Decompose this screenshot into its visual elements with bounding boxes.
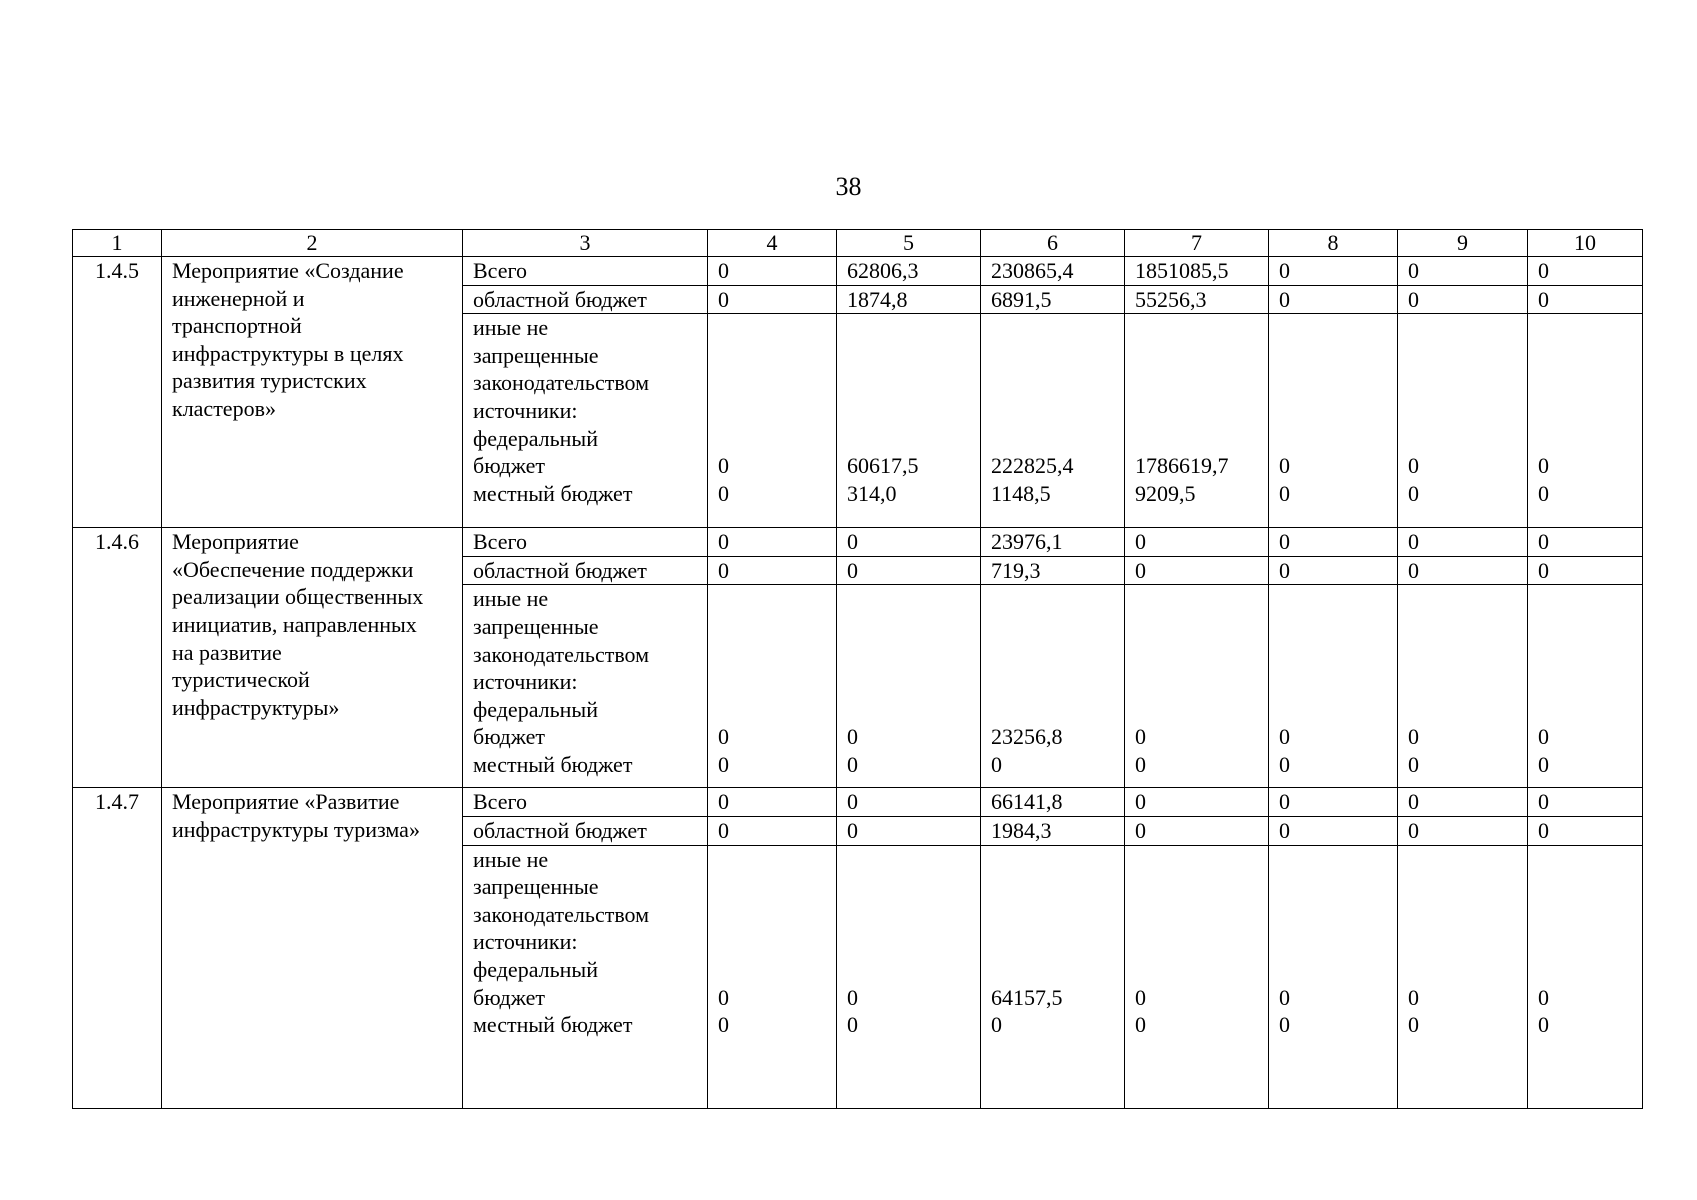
value-cell: 0	[1125, 788, 1269, 817]
local-value: 0	[1135, 751, 1146, 777]
spacer	[1538, 369, 1632, 397]
value-cell: 62806,3	[837, 257, 981, 286]
local-value: 0	[847, 1012, 858, 1038]
value-cell-pair	[837, 585, 981, 788]
value-cell-pair	[1125, 845, 1269, 1108]
value-cell: 0	[1125, 528, 1269, 557]
value-cell: 1874,8	[837, 285, 981, 314]
spacer	[847, 585, 970, 613]
value-cell: 0	[1398, 285, 1528, 314]
federal-value: 0	[718, 984, 729, 1010]
local-value: 0	[1538, 480, 1549, 506]
spacer	[1408, 585, 1517, 613]
source-label-line: законодательством	[473, 901, 650, 927]
spacer	[1135, 342, 1258, 370]
local-value: 0	[718, 751, 729, 777]
federal-value: 0	[847, 984, 858, 1010]
value-cell: 0	[837, 556, 981, 585]
spacer	[847, 342, 970, 370]
activity-name-line: «Обеспечение поддержки	[172, 556, 414, 582]
spacer	[847, 369, 970, 397]
spacer	[1408, 901, 1517, 929]
federal-value: 0	[718, 453, 729, 479]
header-row	[73, 230, 1643, 257]
federal-value: 1786619,7	[1135, 453, 1229, 479]
spacer	[847, 314, 970, 342]
spacer	[1408, 425, 1517, 453]
federal-value: 0	[1279, 724, 1290, 750]
spacer	[1279, 956, 1387, 984]
spacer	[1538, 613, 1632, 641]
value-cell-pair	[708, 585, 837, 788]
value-cell: 0	[1269, 788, 1398, 817]
spacer	[991, 585, 1114, 613]
spacer	[991, 696, 1114, 724]
value-cell-pair	[1398, 845, 1528, 1108]
spacer	[847, 668, 970, 696]
local-value: 0	[1279, 751, 1290, 777]
spacer	[1408, 342, 1517, 370]
value-cell: 0	[837, 816, 981, 845]
local-value: 0	[847, 751, 858, 777]
local-value: 0	[1538, 1012, 1549, 1038]
value-cell: 1851085,5	[1125, 257, 1269, 286]
value-cell: 0	[1528, 528, 1643, 557]
local-value: 0	[991, 1012, 1002, 1038]
value-cell: 0	[1528, 556, 1643, 585]
spacer	[1279, 668, 1387, 696]
spacer	[1408, 928, 1517, 956]
source-label-other	[463, 585, 708, 788]
federal-value: 0	[1408, 724, 1419, 750]
column-header: 4	[708, 230, 837, 257]
spacer	[1135, 613, 1258, 641]
spacer	[991, 873, 1114, 901]
table-row	[73, 528, 1643, 557]
activity-name-line: кластеров»	[172, 395, 276, 421]
value-cell: 0	[1269, 528, 1398, 557]
spacer	[1408, 641, 1517, 669]
spacer	[847, 928, 970, 956]
value-cell-pair	[981, 585, 1125, 788]
value-cell: 0	[1398, 257, 1528, 286]
source-label-other	[463, 314, 708, 528]
activity-name-line: Мероприятие «Создание	[172, 258, 404, 283]
local-value: 0	[1408, 1012, 1419, 1038]
source-label-line: законодательством	[473, 641, 650, 667]
source-label-line: федеральный	[473, 956, 598, 982]
local-value: 0	[718, 480, 729, 506]
spacer	[847, 696, 970, 724]
source-label-local: местный бюджет	[473, 480, 633, 506]
spacer	[1279, 585, 1387, 613]
value-cell-pair	[837, 845, 981, 1108]
local-value: 0	[1279, 480, 1290, 506]
local-value: 9209,5	[1135, 480, 1196, 506]
value-cell-pair	[1125, 585, 1269, 788]
value-cell-pair	[981, 314, 1125, 528]
value-cell: 230865,4	[981, 257, 1125, 286]
source-label-line: источники:	[473, 397, 578, 423]
spacer	[847, 873, 970, 901]
value-cell: 0	[1528, 788, 1643, 817]
spacer	[1538, 668, 1632, 696]
value-cell: 0	[708, 528, 837, 557]
spacer	[1135, 696, 1258, 724]
column-header: 1	[73, 230, 162, 257]
value-cell-pair	[708, 845, 837, 1108]
source-label-other	[463, 845, 708, 1108]
activity-name-line: реализации общественных	[172, 584, 424, 610]
activity-name-line: на развитие	[172, 639, 282, 665]
spacer	[1538, 641, 1632, 669]
spacer	[1279, 901, 1387, 929]
value-cell-pair	[1398, 585, 1528, 788]
column-header: 7	[1125, 230, 1269, 257]
federal-value: 0	[1135, 984, 1146, 1010]
spacer	[1538, 696, 1632, 724]
spacer	[1135, 901, 1258, 929]
spacer	[1538, 928, 1632, 956]
spacer	[991, 613, 1114, 641]
value-cell: 1984,3	[981, 816, 1125, 845]
activity-name-line: туристической	[172, 667, 310, 693]
spacer	[991, 846, 1114, 874]
spacer	[1538, 901, 1632, 929]
spacer	[1279, 425, 1387, 453]
source-label-line: иные не	[473, 586, 549, 612]
spacer	[1279, 928, 1387, 956]
spacer	[1538, 956, 1632, 984]
spacer	[1279, 342, 1387, 370]
value-cell-pair	[837, 314, 981, 528]
column-header: 6	[981, 230, 1125, 257]
page-number: 38	[835, 172, 862, 201]
spacer	[718, 668, 826, 696]
activity-name-line: инфраструктуры в целях	[172, 340, 404, 366]
activity-name-line: инфраструктуры»	[172, 694, 340, 720]
spacer	[718, 425, 826, 453]
value-cell-pair	[1528, 314, 1643, 528]
spacer	[1538, 425, 1632, 453]
spacer	[1408, 369, 1517, 397]
spacer	[718, 585, 826, 613]
spacer	[1279, 846, 1387, 874]
value-cell: 23976,1	[981, 528, 1125, 557]
table-row	[73, 257, 1643, 286]
activity-code: 1.4.5	[73, 257, 162, 528]
federal-value: 0	[1279, 984, 1290, 1010]
budget-table	[72, 229, 1643, 1109]
source-label-line: источники:	[473, 669, 578, 695]
spacer	[1135, 369, 1258, 397]
source-label-line: бюджет	[473, 984, 545, 1010]
spacer	[847, 425, 970, 453]
source-label-local: местный бюджет	[473, 1012, 633, 1038]
spacer	[1538, 846, 1632, 874]
federal-value: 0	[1408, 453, 1419, 479]
value-cell: 0	[1269, 556, 1398, 585]
spacer	[1538, 314, 1632, 342]
spacer	[991, 369, 1114, 397]
spacer	[1408, 613, 1517, 641]
value-cell: 0	[708, 788, 837, 817]
activity-name-line: инженерной и	[172, 285, 305, 311]
spacer	[718, 613, 826, 641]
federal-value: 0	[1135, 724, 1146, 750]
source-label-line: законодательством	[473, 370, 650, 396]
value-cell: 719,3	[981, 556, 1125, 585]
value-cell: 0	[1398, 556, 1528, 585]
column-header: 5	[837, 230, 981, 257]
spacer	[1408, 956, 1517, 984]
spacer	[1135, 314, 1258, 342]
federal-value: 222825,4	[991, 453, 1074, 479]
value-cell: 6891,5	[981, 285, 1125, 314]
spacer	[991, 425, 1114, 453]
value-cell: 0	[1269, 257, 1398, 286]
local-value: 1148,5	[991, 480, 1051, 506]
spacer	[847, 901, 970, 929]
spacer	[718, 956, 826, 984]
value-cell: 0	[1398, 816, 1528, 845]
federal-value: 0	[1538, 724, 1549, 750]
spacer	[991, 928, 1114, 956]
local-value: 0	[1538, 751, 1549, 777]
local-value: 0	[1135, 1012, 1146, 1038]
activity-name-line: Мероприятие	[172, 529, 299, 555]
spacer	[1279, 696, 1387, 724]
spacer	[1135, 873, 1258, 901]
spacer	[718, 369, 826, 397]
federal-value: 60617,5	[847, 453, 919, 479]
spacer	[847, 956, 970, 984]
value-cell: 0	[837, 788, 981, 817]
column-header: 8	[1269, 230, 1398, 257]
activity-name-line: транспортной	[172, 313, 302, 339]
spacer	[1408, 846, 1517, 874]
source-label-line: бюджет	[473, 453, 545, 479]
spacer	[718, 397, 826, 425]
source-label-regional: областной бюджет	[463, 556, 708, 585]
spacer	[1408, 314, 1517, 342]
local-value: 0	[718, 1012, 729, 1038]
activity-name	[162, 528, 463, 788]
activity-name	[162, 788, 463, 1108]
spacer	[718, 873, 826, 901]
source-label-line: иные не	[473, 846, 549, 872]
federal-value: 64157,5	[991, 984, 1063, 1010]
table-row	[73, 788, 1643, 817]
spacer	[991, 314, 1114, 342]
federal-value: 0	[1408, 984, 1419, 1010]
spacer	[718, 901, 826, 929]
value-cell: 66141,8	[981, 788, 1125, 817]
spacer	[1408, 397, 1517, 425]
value-cell: 0	[1269, 285, 1398, 314]
federal-value: 0	[718, 724, 729, 750]
spacer	[847, 846, 970, 874]
source-label-local: местный бюджет	[473, 751, 633, 777]
spacer	[991, 397, 1114, 425]
spacer	[1135, 956, 1258, 984]
source-label-regional: областной бюджет	[463, 816, 708, 845]
activity-name-line: развития туристских	[172, 368, 367, 394]
value-cell: 0	[1528, 257, 1643, 286]
spacer	[847, 397, 970, 425]
spacer	[991, 668, 1114, 696]
spacer	[991, 901, 1114, 929]
federal-value: 0	[1538, 984, 1549, 1010]
local-value: 0	[1408, 751, 1419, 777]
spacer	[847, 613, 970, 641]
spacer	[1135, 641, 1258, 669]
spacer	[1538, 342, 1632, 370]
spacer	[1408, 668, 1517, 696]
local-value: 0	[1279, 1012, 1290, 1038]
source-label-line: запрещенные	[473, 613, 599, 639]
spacer	[1279, 873, 1387, 901]
activity-code: 1.4.6	[73, 528, 162, 788]
spacer	[1538, 873, 1632, 901]
source-label-line: бюджет	[473, 724, 545, 750]
spacer	[847, 641, 970, 669]
value-cell-pair	[1528, 845, 1643, 1108]
column-header: 2	[162, 230, 463, 257]
source-label-line: запрещенные	[473, 342, 599, 368]
spacer	[1135, 928, 1258, 956]
spacer	[1279, 314, 1387, 342]
source-label-line: запрещенные	[473, 874, 599, 900]
value-cell: 0	[1125, 556, 1269, 585]
source-label-line: федеральный	[473, 696, 598, 722]
spacer	[1135, 397, 1258, 425]
spacer	[991, 342, 1114, 370]
spacer	[1135, 425, 1258, 453]
value-cell: 0	[1398, 788, 1528, 817]
table-body	[73, 230, 1643, 1109]
value-cell: 0	[1125, 816, 1269, 845]
local-value: 0	[1408, 480, 1419, 506]
value-cell: 0	[708, 257, 837, 286]
value-cell-pair	[1528, 585, 1643, 788]
value-cell: 0	[1528, 816, 1643, 845]
value-cell-pair	[1398, 314, 1528, 528]
value-cell: 0	[1398, 528, 1528, 557]
source-label-line: иные не	[473, 315, 549, 341]
local-value: 314,0	[847, 480, 897, 506]
spacer	[1279, 369, 1387, 397]
spacer	[1279, 641, 1387, 669]
value-cell: 55256,3	[1125, 285, 1269, 314]
source-label-total: Всего	[463, 788, 708, 817]
spacer	[1408, 696, 1517, 724]
spacer	[718, 928, 826, 956]
source-label-total: Всего	[463, 257, 708, 286]
column-header: 9	[1398, 230, 1528, 257]
spacer	[1135, 846, 1258, 874]
activity-code: 1.4.7	[73, 788, 162, 1108]
federal-value: 0	[1279, 453, 1290, 479]
spacer	[718, 342, 826, 370]
spacer	[1135, 585, 1258, 613]
value-cell: 0	[708, 285, 837, 314]
value-cell-pair	[981, 845, 1125, 1108]
federal-value: 0	[1538, 453, 1549, 479]
activity-name-line: инфраструктуры туризма»	[172, 816, 420, 842]
value-cell-pair	[708, 314, 837, 528]
spacer	[991, 641, 1114, 669]
spacer	[718, 314, 826, 342]
local-value: 0	[991, 751, 1002, 777]
spacer	[718, 846, 826, 874]
value-cell: 0	[1528, 285, 1643, 314]
column-header: 10	[1528, 230, 1643, 257]
value-cell: 0	[1269, 816, 1398, 845]
activity-name	[162, 257, 463, 528]
value-cell: 0	[708, 816, 837, 845]
value-cell-pair	[1269, 314, 1398, 528]
spacer	[1538, 585, 1632, 613]
column-header: 3	[463, 230, 708, 257]
value-cell-pair	[1269, 585, 1398, 788]
value-cell-pair	[1269, 845, 1398, 1108]
source-label-line: источники:	[473, 929, 578, 955]
value-cell: 0	[837, 528, 981, 557]
spacer	[1408, 873, 1517, 901]
source-label-total: Всего	[463, 528, 708, 557]
source-label-line: федеральный	[473, 425, 598, 451]
federal-value: 23256,8	[991, 724, 1063, 750]
spacer	[718, 641, 826, 669]
activity-name-line: Мероприятие «Развитие	[172, 789, 400, 815]
spacer	[718, 696, 826, 724]
spacer	[1538, 397, 1632, 425]
activity-name-line: инициатив, направленных	[172, 611, 417, 637]
spacer	[1135, 668, 1258, 696]
value-cell-pair	[1125, 314, 1269, 528]
spacer	[1279, 613, 1387, 641]
spacer	[991, 956, 1114, 984]
value-cell: 0	[708, 556, 837, 585]
spacer	[1279, 397, 1387, 425]
source-label-regional: областной бюджет	[463, 285, 708, 314]
federal-value: 0	[847, 724, 858, 750]
